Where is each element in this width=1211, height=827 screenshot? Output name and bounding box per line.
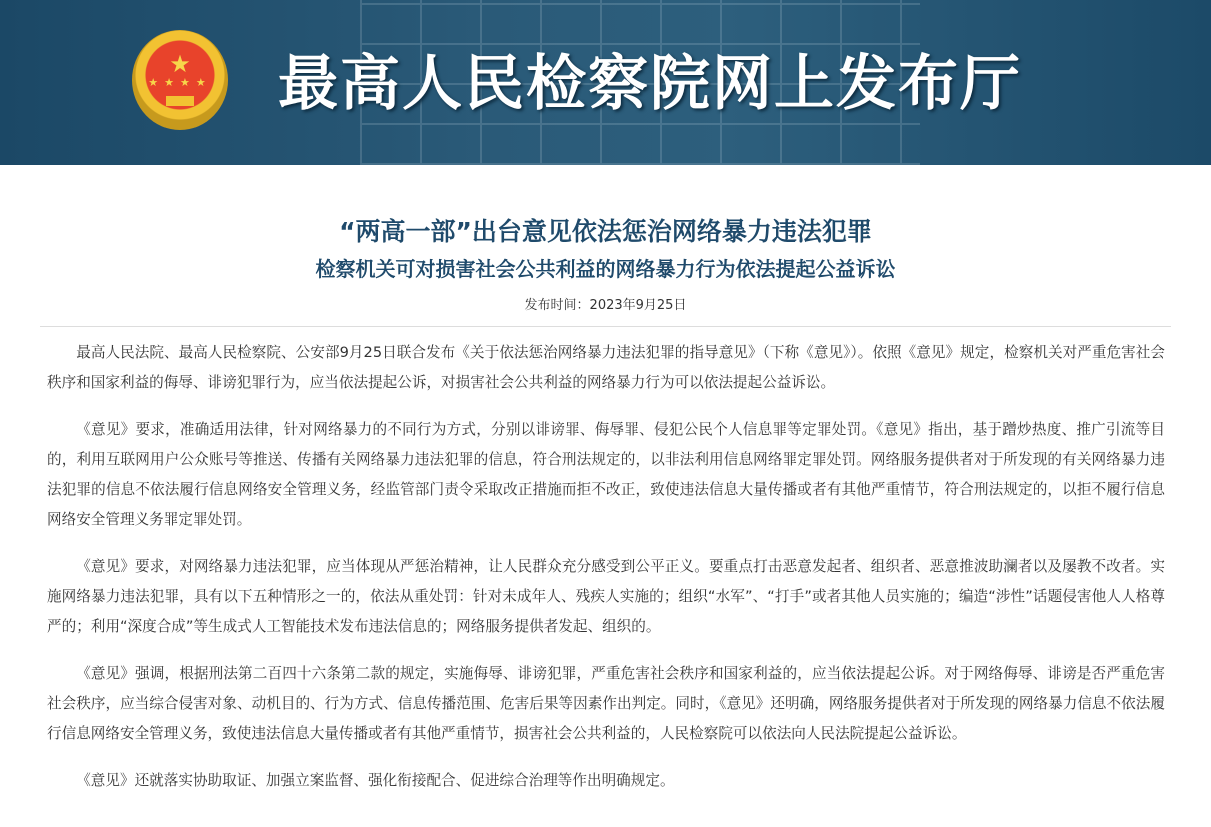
publish-date: 发布时间：2023年9月25日: [524, 298, 687, 313]
article-body: [47, 338, 1165, 796]
paragraph: 《意见》要求，准确适用法律，针对网络暴力的不同行为方式，分别以诽谤罪、侮辱罪、侵犯公民个人信息罪等定罪处罚。《意见》指出，基于蹭炒热度、推广引流等目的，利用互联网用户公众账号等推送、传播有关网络暴力违法犯罪的信息，符合刑法规定的，以非法利用信息网络罪定罪处罚。网络服务提供者对于所发现的有关网络暴力违法犯罪的信息不依法履行信息网络安全管理义务，经监管部门责令采取改正措施而拒不改正，致使违法信息大量传播或者有其他严重情节，符合刑法规定的，以拒不履行信息网络安全管理义务罪定罪处罚。: [47, 421, 1165, 528]
paragraph: 最高人民法院、最高人民检察院、公安部9月25日联合发布《关于依法惩治网络暴力违法犯罪的指导意见》（下称《意见》）。依照《意见》规定，检察机关对严重危害社会秩序和国家利益的侮辱、诽谤犯罪行为，应当依法提起公诉，对损害社会公共利益的网络暴力行为可以依法提起公益诉讼。: [47, 344, 1165, 391]
paragraph: 《意见》还就落实协助取证、加强立案监督、强化衔接配合、促进综合治理等作出明确规定。: [76, 772, 675, 789]
small-stars-icon: ★★★★: [148, 76, 212, 89]
site-banner: [0, 0, 1211, 165]
procuratorate-emblem-icon: [132, 30, 228, 130]
paragraph: 《意见》强调，根据刑法第二百四十六条第二款的规定，实施侮辱、诽谤犯罪，严重危害社会秩序和国家利益的，应当依法提起公诉。对于网络侮辱、诽谤是否严重危害社会秩序，应当综合侵害对象、动机目的、行为方式、信息传播范围、危害后果等因素作出判定。同时，《意见》还明确，网络服务提供者对于所发现的网络暴力信息不依法履行信息网络安全管理义务，致使违法信息大量传播或者有其他严重情节，损害社会公共利益的，人民检察院可以依法向人民法院提起公益诉讼。: [47, 665, 1165, 742]
article-subtitle: 检察机关可对损害社会公共利益的网络暴力行为依法提起公益诉讼: [315, 257, 896, 281]
tiananmen-icon: [166, 96, 194, 106]
divider: [40, 326, 1171, 327]
site-title: 最高人民检察院网上发布厅: [278, 49, 1022, 119]
article-title: “两高一部”出台意见依法惩治网络暴力违法犯罪: [339, 217, 872, 246]
paragraph: 《意见》要求，对网络暴力违法犯罪，应当体现从严惩治精神，让人民群众充分感受到公平正义。要重点打击恶意发起者、组织者、恶意推波助澜者以及屡教不改者。实施网络暴力违法犯罪，具有以下五种情形之一的，依法从重处罚：针对未成年人、残疾人实施的；组织“水军”、“打手”或者其他人员实施的；编造“涉性”话题侵害他人人格尊严的；利用“深度合成”等生成式人工智能技术发布违法信息的；网络服务提供者发起、组织的。: [47, 558, 1165, 635]
star-icon: ★: [169, 50, 191, 78]
